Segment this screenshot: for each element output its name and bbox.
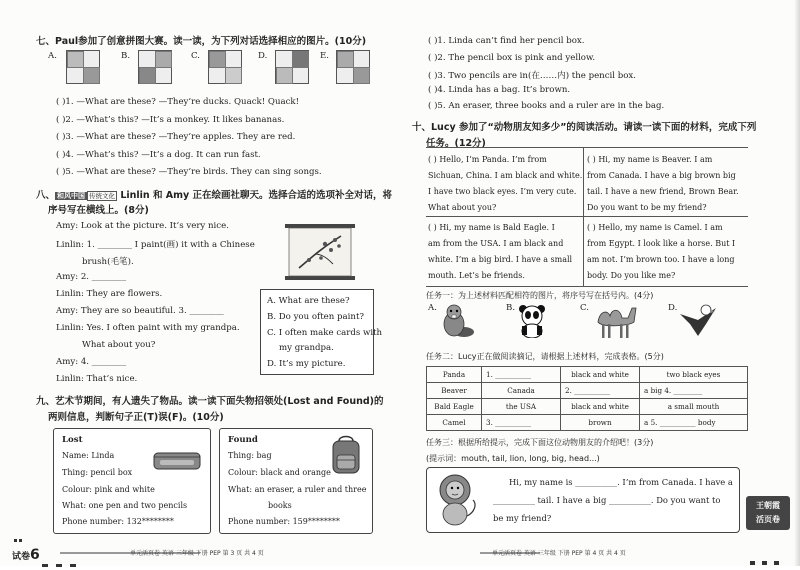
task1-label-c: C.	[580, 303, 590, 313]
right-page	[400, 0, 800, 566]
passage-panda-line-2: Sichuan, China. I am black and white.	[428, 171, 583, 180]
q9-judge-1: ( )1. Linda can’t find her pencil box.	[428, 36, 585, 46]
passage-panda-line-3: I have two black eyes. I’m very cute.	[428, 187, 577, 196]
backpack-icon	[326, 433, 366, 477]
q9-judge-2: ( )2. The pencil box is pink and yellow.	[428, 53, 596, 63]
q9-judge-4: ( )4. Linda has a bag. It’s brown.	[428, 85, 571, 95]
chinese-painting-icon	[285, 224, 355, 280]
footer-badge	[12, 547, 40, 563]
found-line-5: Phone number: 159********	[228, 517, 340, 526]
task1-title: 任务一：为上述材料匹配相符的图片，将序号写在括号内。(4分)	[426, 291, 654, 300]
footer-bottom-marks	[42, 560, 82, 563]
q8-badge2: 传统文化	[89, 192, 116, 200]
left-page	[0, 0, 400, 566]
table-cell[interactable]: a big 4. ________	[640, 383, 748, 399]
table-cell: black and white	[561, 367, 640, 383]
intro-line-1: Hi, my name is __________. I’m from Canada. I have a	[509, 477, 733, 487]
notes-table	[426, 366, 748, 431]
task1-label-d: D.	[668, 303, 678, 313]
passage-hdivider	[426, 216, 748, 217]
q9-judge-3: ( )3. Two pencils are in(在……内) the pencil box.	[428, 71, 636, 81]
lost-line-1: Name: Linda	[62, 451, 115, 460]
dialogue-line-8: What about you?	[82, 340, 156, 350]
found-line-2: Colour: black and orange	[228, 468, 331, 477]
right-footer-text: 单元活页卷 英语 三年级 下册 PEP 第 4 页 共 4 页	[492, 550, 626, 557]
q8-title: Linlin 和 Amy 正在绘画社聊天。选择合适的选项补全对话，将	[120, 190, 393, 201]
dialogue-line-2: Linlin: 1. ________ I paint(画) it with a Chinese	[56, 240, 255, 250]
found-heading: Found	[228, 435, 258, 445]
brand-stamp	[746, 496, 790, 530]
table-row	[427, 383, 748, 399]
passage-beaver-line-4: Do you want to be my friend?	[587, 203, 707, 212]
table-cell: black and white	[561, 399, 640, 415]
q7-option-e-label: E.	[320, 51, 330, 61]
table-cell: brown	[561, 415, 640, 431]
table-cell: a small mouth	[640, 399, 748, 415]
passage-eagle-line-1: ( ) Hi, my name is Bald Eagle. I	[428, 223, 555, 232]
q10-title2: 任务。(12分)	[426, 138, 486, 149]
table-row	[427, 367, 748, 383]
q9-title: 九、艺术节期间，有人遗失了物品。读一读下面失物招领处(Lost and Found)的	[36, 396, 384, 407]
found-line-3: What: an eraser, a ruler and three	[228, 485, 367, 494]
q7-title: 七、Paul参加了创意拼图大赛。读一读，为下列对话选择相应的图片。(10分)	[36, 36, 367, 47]
passage-panda-line-4: What about you?	[428, 203, 497, 212]
passage-camel-line-4: body. Do you like me?	[587, 271, 676, 280]
q9-title2: 两则信息，判断句子正(T)误(F)。(10分)	[48, 412, 224, 423]
pencil-box-icon	[152, 447, 204, 473]
q8-option-c-cont: my grandpa.	[279, 343, 334, 353]
table-cell: Beaver	[427, 383, 482, 399]
passage-camel-line-1: ( ) Hello, my name is Camel. I am	[587, 223, 723, 232]
table-cell: Bald Eagle	[427, 399, 482, 415]
dialogue-line-1: Amy: Look at the picture. It’s very nice.	[56, 221, 229, 231]
lost-notice-card	[53, 428, 211, 534]
lost-line-5: Phone number: 132********	[62, 517, 174, 526]
q7-option-c-label: C.	[191, 51, 201, 61]
found-line-1: Thing: bag	[228, 451, 272, 460]
q8-prefix: 八、	[36, 190, 56, 201]
bald-eagle-icon	[676, 300, 720, 340]
table-cell[interactable]: 3. __________	[482, 415, 561, 431]
lost-line-3: Colour: pink and white	[62, 485, 155, 494]
lost-heading: Lost	[62, 435, 83, 445]
table-row	[427, 399, 748, 415]
lost-line-2: Thing: pencil box	[62, 468, 133, 477]
q10-title: 十、Lucy 参加了“动物朋友知多少”的阅读活动。请读一读下面的材料，完成下列	[412, 122, 757, 133]
dialogue-line-9: Amy: 4. ________	[56, 357, 127, 367]
q9-judge-5: ( )5. An eraser, three books and a ruler are in the bag.	[428, 101, 665, 111]
task2-title: 任务二：Lucy正在做阅读摘记，请根据上述材料，完成表格。(5分)	[426, 352, 664, 361]
task3-hint: (提示词：mouth, tail, lion, long, big, head...)	[426, 454, 600, 463]
passage-camel	[587, 220, 735, 284]
passage-eagle-line-3: white. I’m a big bird. I have a small	[428, 255, 573, 264]
intro-line-3: be my friend?	[493, 513, 552, 523]
intro-box	[426, 467, 740, 533]
page-edge	[794, 0, 800, 566]
panda-icon	[514, 302, 550, 338]
puzzle-ducks-icon	[66, 50, 100, 84]
q8-badge: 和风中国	[57, 192, 86, 200]
q7-item-4: ( )4. —What’s this? —It’s a dog. It can run fast.	[56, 150, 261, 160]
table-cell: two black eyes	[640, 367, 748, 383]
intro-divider	[487, 476, 489, 524]
table-cell: Canada	[482, 383, 561, 399]
passage-camel-line-3: am not. I’m brown too. I have a long	[587, 255, 735, 264]
q8-option-b: B. Do you often paint?	[267, 312, 364, 322]
table-row	[427, 415, 748, 431]
task1-label-b: B.	[506, 303, 516, 313]
passage-eagle	[428, 220, 572, 284]
passage-eagle-line-2: am from the USA. I am black and	[428, 239, 564, 248]
dialogue-line-10: Linlin: That’s nice.	[56, 374, 138, 384]
passage-beaver-line-1: ( ) Hi, my name is Beaver. I am	[587, 155, 713, 164]
footer-dots	[14, 538, 24, 544]
passage-camel-line-2: from Egypt. I look like a horse. But I	[587, 239, 736, 248]
passage-beaver-line-3: tail. I have a new friend, Brown Bear.	[587, 187, 739, 196]
task1-label-a: A.	[428, 303, 437, 313]
table-cell[interactable]: 2. __________	[561, 383, 640, 399]
left-footer-text: 单元活页卷 英语 三年级 下册 PEP 第 3 页 共 4 页	[130, 550, 264, 557]
camel-icon	[590, 300, 642, 340]
dialogue-line-6: Amy: They are so beautiful. 3. ________	[56, 306, 224, 316]
q8-title2: 序号写在横线上。(8分)	[48, 205, 149, 216]
puzzle-apples-icon	[336, 50, 370, 84]
table-cell[interactable]: a 5. __________ body	[640, 415, 748, 431]
dialogue-line-3: brush(毛笔).	[82, 257, 134, 267]
passage-beaver-line-2: from Canada. I have a big brown big	[587, 171, 736, 180]
q8-option-c: C. I often make cards with	[267, 328, 383, 338]
q7-item-3: ( )3. —What are these? —They’re apples. They are red.	[56, 132, 296, 142]
stamp-line-1: 王朝霞	[756, 501, 780, 510]
q8-options-box	[260, 289, 383, 375]
dialogue-line-7: Linlin: Yes. I often paint with my grandpa.	[56, 323, 240, 333]
q8-title-row	[36, 187, 392, 201]
q7-item-2: ( )2. —What’s this? —It’s a monkey. It likes bananas.	[56, 115, 285, 125]
task3-title: 任务三：根据所给提示，完成下面这位动物朋友的介绍吧！(3分)	[426, 438, 654, 447]
passage-eagle-line-4: mouth. Let’s be friends.	[428, 271, 525, 280]
q7-option-d-label: D.	[258, 51, 268, 61]
passage-panda	[428, 152, 582, 216]
puzzle-birds-icon	[208, 50, 242, 84]
passage-panda-line-1: ( ) Hello, I’m Panda. I’m from	[428, 155, 547, 164]
footer-page-num: 6	[30, 547, 40, 563]
puzzle-dog-icon	[275, 50, 309, 84]
footer-badge-label: 试卷	[12, 552, 31, 562]
table-cell: the USA	[482, 399, 561, 415]
table-cell: Camel	[427, 415, 482, 431]
dialogue-line-4: Amy: 2. ________	[56, 272, 127, 282]
passage-grid	[426, 147, 748, 287]
q7-item-5: ( )5. —What are these? —They’re birds. They can sing songs.	[56, 167, 322, 177]
q8-option-d: D. It’s my picture.	[267, 359, 346, 369]
puzzle-monkey-icon	[138, 50, 172, 84]
passage-beaver	[587, 152, 739, 216]
passage-vdivider	[583, 148, 584, 286]
lost-line-4: What: one pen and two pencils	[62, 501, 188, 510]
lion-icon	[433, 472, 481, 528]
table-cell: Panda	[427, 367, 482, 383]
q8-option-a: A. What are these?	[267, 296, 350, 306]
intro-line-2: __________ tail. I have a big __________. Do you want to	[493, 495, 721, 505]
stamp-line-2: 活页卷	[756, 515, 780, 524]
q7-item-1: ( )1. —What are these? —They’re ducks. Quack! Quack!	[56, 97, 300, 107]
q7-option-a-label: A.	[48, 51, 57, 61]
found-notice-card	[219, 428, 373, 534]
table-cell[interactable]: 1. __________	[482, 367, 561, 383]
beaver-icon	[436, 302, 476, 340]
q7-option-b-label: B.	[121, 51, 131, 61]
right-footer-marks	[750, 558, 790, 562]
found-line-4: books	[268, 501, 292, 510]
dialogue-line-5: Linlin: They are flowers.	[56, 289, 163, 299]
